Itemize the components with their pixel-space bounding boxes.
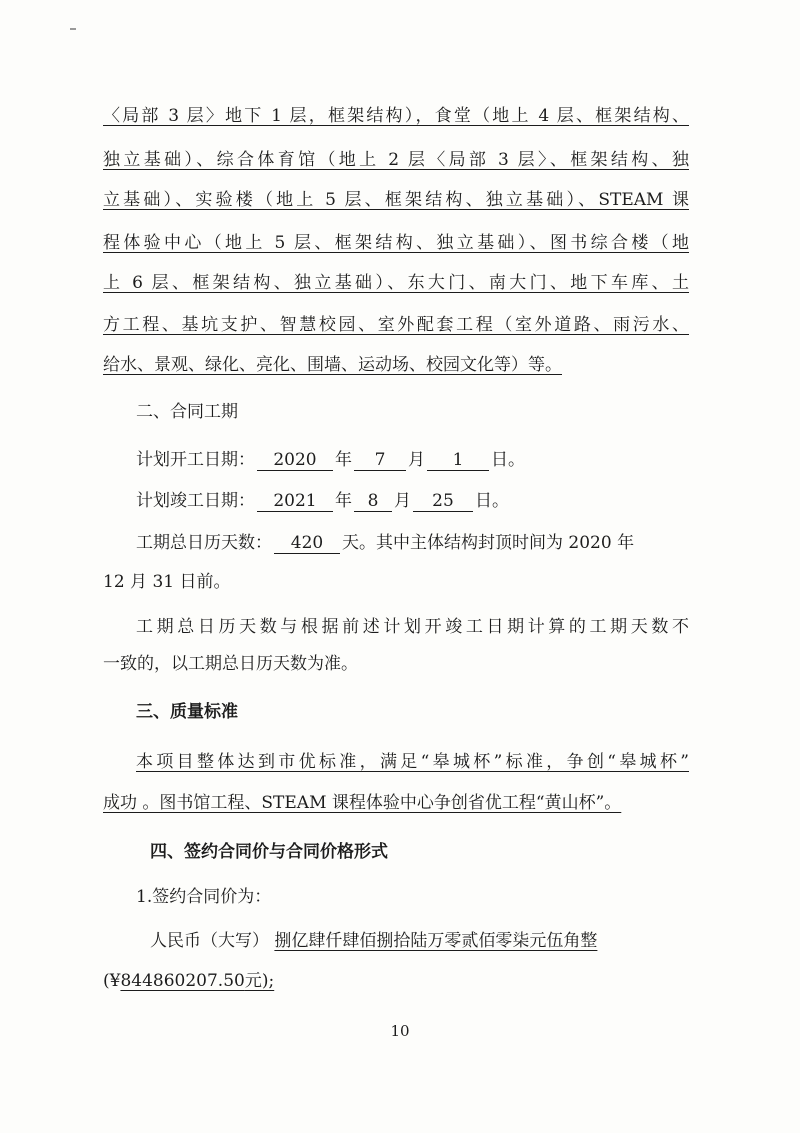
topping-out-date: 12 月 31 日前。 bbox=[103, 572, 231, 592]
paragraph1-line-3: 立基础）、实验楼（地上 5 层、框架结构、独立基础）、STEAM 课 bbox=[103, 190, 689, 210]
planned-start-label: 计划开工日期： bbox=[136, 450, 255, 470]
rmb-numeric-line bbox=[103, 969, 689, 993]
quality-standard-line-2: 成功 。图书馆工程、STEAM 课程体验中心争创省优工程“黄山杯”。 bbox=[103, 793, 622, 813]
end-year: 2021 bbox=[257, 491, 333, 512]
end-month-unit: 月 bbox=[394, 491, 411, 511]
planned-start-date bbox=[136, 448, 722, 472]
paragraph1-line-2: 独立基础）、综合体育馆（地上 2 层〈局部 3 层〉、框架结构、独 bbox=[103, 150, 689, 170]
end-day-unit: 日。 bbox=[475, 491, 509, 511]
quality-standard-line-1: 本项目整体达到市优标准，满足“皋城杯”标准，争创“皋城杯” bbox=[136, 752, 689, 772]
duration-note-line-1: 工期总日历天数与根据前述计划开竣工日期计算的工期天数不 bbox=[136, 617, 689, 637]
total-days: 420 bbox=[274, 533, 340, 554]
start-month: 7 bbox=[354, 450, 406, 471]
planned-completion-date bbox=[136, 489, 722, 513]
end-month: 8 bbox=[354, 491, 392, 512]
paragraph1-line-4: 程体验中心（地上 5 层、框架结构、独立基础）、图书综合楼（地 bbox=[103, 233, 689, 253]
start-year-unit: 年 bbox=[335, 450, 352, 470]
paragraph1-line-5: 上 6 层、框架结构、独立基础）、东大门、南大门、地下车库、土 bbox=[103, 273, 689, 293]
contract-price-item: 1.签约合同价为： bbox=[136, 887, 272, 907]
total-duration-after: 天。其中主体结构封顶时间为 2020 年 bbox=[342, 533, 635, 553]
end-year-unit: 年 bbox=[335, 491, 352, 511]
paragraph1-line-7: 给水、景观、绿化、亮化、围墙、运动场、校园文化等）等。 bbox=[103, 355, 562, 375]
start-year: 2020 bbox=[257, 450, 333, 471]
rmb-uppercase-line bbox=[150, 929, 689, 953]
start-day: 1 bbox=[427, 450, 489, 471]
amount-prefix: (¥ bbox=[103, 971, 121, 991]
end-day: 25 bbox=[413, 491, 473, 512]
amount-suffix: 元); bbox=[244, 971, 275, 991]
page-number: 10 bbox=[390, 1022, 410, 1040]
rmb-label: 人民币（大写） bbox=[150, 931, 269, 951]
section3-heading: 三、质量标准 bbox=[136, 702, 238, 722]
amount-value: 844860207.50 bbox=[120, 971, 245, 991]
start-month-unit: 月 bbox=[408, 450, 425, 470]
total-duration bbox=[136, 531, 689, 555]
paragraph1-line-1: 〈局部 3 层〉地下 1 层，框架结构），食堂（地上 4 层、框架结构、 bbox=[103, 106, 689, 126]
scan-mark bbox=[70, 28, 76, 30]
rmb-uppercase-amount: 捌亿肆仟肆佰捌拾陆万零贰佰零柒元伍角整 bbox=[274, 931, 598, 951]
start-day-unit: 日。 bbox=[491, 450, 525, 470]
section2-heading: 二、合同工期 bbox=[136, 402, 238, 422]
section4-heading: 四、签约合同价与合同价格形式 bbox=[150, 842, 388, 862]
paragraph1-line-6: 方工程、基坑支护、智慧校园、室外配套工程（室外道路、雨污水、 bbox=[103, 315, 689, 335]
total-duration-label: 工期总日历天数： bbox=[136, 533, 272, 553]
planned-completion-label: 计划竣工日期： bbox=[136, 491, 255, 511]
duration-note-line-2: 一致的，以工期总日历天数为准。 bbox=[103, 654, 358, 674]
